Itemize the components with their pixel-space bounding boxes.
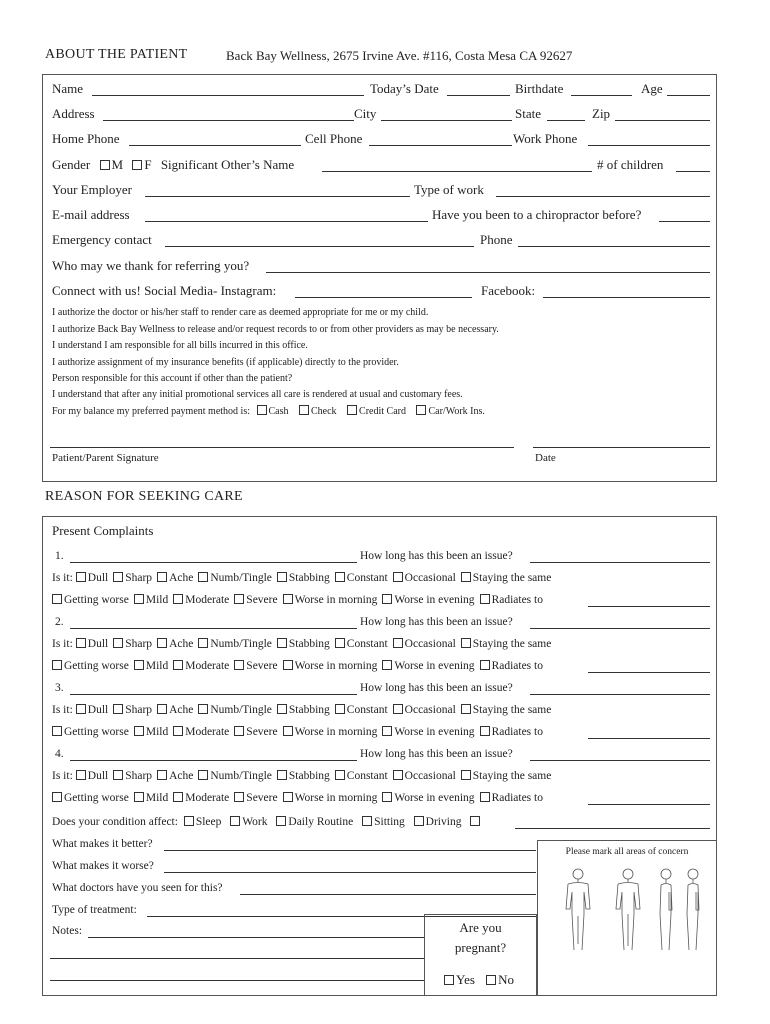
symptom-option: Worse in evening [394,594,475,606]
age-field[interactable] [667,95,710,96]
complaint-number: 1. [55,550,64,562]
symptom-option: Severe [246,792,278,804]
symptom-option: Ache [169,770,194,782]
symptom-checkbox[interactable] [382,660,392,670]
symptom-option: Sharp [125,770,153,782]
gender-m-checkbox[interactable] [100,160,110,170]
payment-option: Check [311,406,337,417]
symptom-option: Getting worse [64,726,129,738]
symptom-option: Stabbing [288,704,330,716]
symptom-checkbox[interactable] [382,792,392,802]
emergency-phone-field[interactable] [518,246,710,247]
symptom-checkbox[interactable] [198,770,208,780]
is-it-label: Is it: [52,638,73,650]
chiro-before-field[interactable] [659,221,710,222]
symptom-option: Occasional [404,704,456,716]
facebook-field[interactable] [543,297,710,298]
affect-option: Sitting [374,816,405,828]
notes-field[interactable] [50,980,424,981]
body-chart-title: Please mark all areas of concern [565,847,689,857]
symptom-option: Constant [346,770,388,782]
symptom-option: Sharp [125,638,153,650]
symptom-option: Staying the same [472,704,552,716]
is-it-label: Is it: [52,704,73,716]
symptom-checkbox[interactable] [335,704,345,714]
label-num-children: # of children [597,157,664,172]
symptom-checkbox[interactable] [461,572,471,582]
section-title-reason-for-care: REASON FOR SEEKING CARE [45,489,243,504]
gender-m-label: M [111,157,124,172]
symptom-checkbox[interactable] [393,770,403,780]
symptom-option: Ache [169,638,194,650]
label-cell-phone: Cell Phone [305,131,363,146]
label-address: Address [52,106,95,121]
symptom-option: Staying the same [472,572,552,584]
label-birthdate: Birthdate [515,81,564,96]
how-long-field[interactable] [530,760,710,761]
complaint-number: 2. [55,616,64,628]
symptom-checkbox[interactable] [52,594,62,604]
symptom-checkbox[interactable] [277,572,287,582]
affect-option: Work [242,816,268,828]
label-state: State [515,106,541,121]
symptom-option: Stabbing [288,572,330,584]
radiates-label: Radiates to [491,726,543,738]
symptom-option: Stabbing [288,770,330,782]
body-front-figure [566,869,590,950]
symptom-checkbox[interactable] [113,770,123,780]
symptom-checkbox[interactable] [277,704,287,714]
affect-other-field[interactable] [515,828,710,829]
payment-option: Cash [268,406,289,417]
symptom-option: Mild [145,594,169,606]
symptom-checkbox[interactable] [52,726,62,736]
is-it-label: Is it: [52,572,73,584]
zip-field[interactable] [615,120,710,121]
how-long-label: How long has this been an issue? [360,550,513,562]
symptom-checkbox[interactable] [382,594,392,604]
symptom-checkbox[interactable] [157,638,167,648]
symptom-checkbox[interactable] [52,792,62,802]
doctors-field[interactable] [240,894,536,895]
notes-field[interactable] [50,958,424,959]
label-gender: Gender [52,157,91,172]
pregnant-question: pregnant? [454,940,507,955]
symptom-option: Mild [145,792,169,804]
section-title-about-patient: ABOUT THE PATIENT [45,47,188,62]
symptom-option: Worse in morning [294,594,378,606]
symptom-option: Getting worse [64,660,129,672]
symptom-checkbox[interactable] [393,638,403,648]
symptom-option: Worse in morning [294,660,378,672]
symptom-option: Occasional [404,572,456,584]
symptom-option: Mild [145,726,169,738]
label-better: What makes it better? [52,838,153,850]
radiates-checkbox[interactable] [480,792,490,802]
worse-field[interactable] [164,872,536,873]
label-signature: Patient/Parent Signature [52,452,159,464]
payment-ins-checkbox[interactable] [416,405,426,415]
gender-f-checkbox[interactable] [132,160,142,170]
symptom-checkbox[interactable] [134,594,144,604]
clinic-info: Back Bay Wellness, 2675 Irvine Ave. #116, Costa Mesa CA 92627 [226,48,573,63]
label-phone: Phone [480,232,513,247]
num-children-field[interactable] [676,171,710,172]
symptom-checkbox[interactable] [283,594,293,604]
label-city: City [354,106,377,121]
how-long-field[interactable] [530,562,710,563]
label-employer: Your Employer [52,182,132,197]
radiates-checkbox[interactable] [480,594,490,604]
symptom-checkbox[interactable] [198,638,208,648]
signature-field[interactable] [50,447,514,448]
symptom-checkbox[interactable] [76,704,86,714]
label-todays-date: Today’s Date [370,81,439,96]
symptom-checkbox[interactable] [335,572,345,582]
symptom-checkbox[interactable] [277,638,287,648]
label-work-phone: Work Phone [513,131,578,146]
symptom-checkbox[interactable] [76,770,86,780]
label-significant-other: Significant Other’s Name [160,157,295,172]
symptom-option: Worse in morning [294,726,378,738]
referral-field[interactable] [266,272,710,273]
label-age: Age [641,81,663,96]
label-email: E-mail address [52,207,130,222]
how-long-field[interactable] [530,694,710,695]
symptom-checkbox[interactable] [76,572,86,582]
email-field[interactable] [145,221,428,222]
symptom-option: Moderate [185,660,230,672]
symptom-option: Getting worse [64,792,129,804]
complaint-number: 4. [55,748,64,760]
symptom-checkbox[interactable] [113,572,123,582]
symptom-checkbox[interactable] [277,770,287,780]
pregnant-no-checkbox[interactable] [486,975,496,985]
symptom-checkbox[interactable] [134,660,144,670]
symptom-checkbox[interactable] [234,792,244,802]
complaint-field[interactable] [70,760,357,761]
symptom-option: Constant [346,638,388,650]
significant-other-field[interactable] [322,171,592,172]
employer-field[interactable] [145,196,410,197]
label-worse: What makes it worse? [52,860,154,872]
label-referral: Who may we thank for referring you? [52,258,250,273]
symptom-option: Mild [145,660,169,672]
symptom-option: Sharp [125,572,153,584]
symptom-option: Staying the same [472,770,552,782]
label-treatment: Type of treatment: [52,904,137,916]
symptom-checkbox[interactable] [461,638,471,648]
symptom-checkbox[interactable] [461,770,471,780]
body-diagram-icon[interactable] [548,864,708,954]
symptom-option: Dull [87,704,109,716]
affect-other-checkbox[interactable] [470,816,480,826]
symptom-checkbox[interactable] [283,792,293,802]
symptom-option: Constant [346,572,388,584]
affect-sitting-checkbox[interactable] [362,816,372,826]
pregnant-yes-label: Yes [456,972,475,987]
label-type-of-work: Type of work [414,182,484,197]
auth-line: I authorize Back Bay Wellness to release and/or request records to or from other providers as may be necessary. [52,324,499,335]
symptom-option: Severe [246,726,278,738]
symptom-checkbox[interactable] [113,704,123,714]
notes-field[interactable] [88,937,424,938]
complaint-field[interactable] [70,628,357,629]
symptom-option: Worse in evening [394,792,475,804]
symptom-option: Stabbing [288,638,330,650]
todays-date-field[interactable] [447,95,510,96]
symptom-checkbox[interactable] [461,704,471,714]
payment-cash-checkbox[interactable] [257,405,267,415]
label-social: Connect with us! Social Media- Instagram: [52,283,277,298]
affect-driving-checkbox[interactable] [414,816,424,826]
symptom-checkbox[interactable] [173,594,183,604]
symptom-option: Sharp [125,704,153,716]
radiates-field[interactable] [588,672,710,673]
symptom-checkbox[interactable] [52,660,62,670]
instagram-field[interactable] [295,297,472,298]
payment-option: Credit Card [359,406,406,417]
symptom-checkbox[interactable] [157,572,167,582]
affect-option: Daily Routine [288,816,354,828]
body-side-figure [660,869,672,950]
better-field[interactable] [164,850,536,851]
symptom-checkbox[interactable] [234,594,244,604]
auth-line: I understand that after any initial promotional services all care is rendered at usual and customary fees. [52,389,463,400]
affect-option: Sleep [195,816,222,828]
symptom-option: Numb/Tingle [210,572,272,584]
label-signature-date: Date [535,452,556,464]
symptom-option: Worse in evening [394,660,475,672]
cell-phone-field[interactable] [369,145,512,146]
symptom-option: Moderate [185,726,230,738]
city-field[interactable] [381,120,512,121]
symptom-option: Getting worse [64,594,129,606]
symptom-checkbox[interactable] [157,770,167,780]
work-phone-field[interactable] [588,145,710,146]
symptom-option: Staying the same [472,638,552,650]
auth-line: I authorize assignment of my insurance benefits (if applicable) directly to the provider. [52,357,399,368]
type-of-work-field[interactable] [496,196,710,197]
radiates-field[interactable] [588,738,710,739]
symptom-checkbox[interactable] [113,638,123,648]
label-doctors: What doctors have you seen for this? [52,882,223,894]
symptom-checkbox[interactable] [382,726,392,736]
patient-info-box [42,74,717,482]
symptom-option: Worse in morning [294,792,378,804]
how-long-label: How long has this been an issue? [360,616,513,628]
body-side-figure [687,869,699,950]
home-phone-field[interactable] [129,145,301,146]
payment-label: For my balance my preferred payment method is: [52,406,250,417]
payment-credit-checkbox[interactable] [347,405,357,415]
radiates-label: Radiates to [491,594,543,606]
symptom-option: Moderate [185,792,230,804]
radiates-label: Radiates to [491,660,543,672]
symptom-option: Occasional [404,638,456,650]
label-emergency: Emergency contact [52,232,152,247]
symptom-option: Ache [169,704,194,716]
pregnant-question: Are you [459,920,502,935]
symptom-option: Numb/Tingle [210,770,272,782]
emergency-field[interactable] [165,246,474,247]
affect-work-checkbox[interactable] [230,816,240,826]
radiates-field[interactable] [588,606,710,607]
complaint-number: 3. [55,682,64,694]
payment-option: Car/Work Ins. [428,406,485,417]
present-complaints-title: Present Complaints [52,523,154,538]
symptom-checkbox[interactable] [173,726,183,736]
state-field[interactable] [547,120,585,121]
symptom-checkbox[interactable] [393,572,403,582]
symptom-checkbox[interactable] [283,726,293,736]
symptom-checkbox[interactable] [234,726,244,736]
symptom-checkbox[interactable] [173,660,183,670]
symptom-checkbox[interactable] [134,726,144,736]
affect-option: Driving [425,816,462,828]
label-name: Name [52,81,84,96]
signature-date-field[interactable] [533,447,710,448]
symptom-option: Occasional [404,770,456,782]
affect-sleep-checkbox[interactable] [184,816,194,826]
symptom-checkbox[interactable] [157,704,167,714]
birthdate-field[interactable] [571,95,632,96]
how-long-field[interactable] [530,628,710,629]
symptom-option: Dull [87,770,109,782]
symptom-checkbox[interactable] [335,638,345,648]
pregnant-no-label: No [498,972,515,987]
how-long-label: How long has this been an issue? [360,682,513,694]
symptom-checkbox[interactable] [198,572,208,582]
radiates-label: Radiates to [491,792,543,804]
label-home-phone: Home Phone [52,131,120,146]
gender-f-label: F [144,157,152,172]
symptom-option: Severe [246,660,278,672]
symptom-checkbox[interactable] [234,660,244,670]
affect-label: Does your condition affect: [52,816,178,828]
symptom-checkbox[interactable] [198,704,208,714]
symptom-option: Dull [87,572,109,584]
name-field[interactable] [92,95,364,96]
symptom-checkbox[interactable] [76,638,86,648]
how-long-label: How long has this been an issue? [360,748,513,760]
label-notes: Notes: [52,925,83,937]
payment-check-checkbox[interactable] [299,405,309,415]
body-back-figure [616,869,640,950]
symptom-option: Worse in evening [394,726,475,738]
symptom-checkbox[interactable] [283,660,293,670]
symptom-option: Constant [346,704,388,716]
auth-line: I authorize the doctor or his/her staff to render care as deemed appropriate for me or my child. [52,307,429,318]
symptom-option: Numb/Tingle [210,638,272,650]
symptom-checkbox[interactable] [134,792,144,802]
label-chiro-before: Have you been to a chiropractor before? [432,207,642,222]
address-field[interactable] [103,120,354,121]
symptom-checkbox[interactable] [393,704,403,714]
symptom-option: Numb/Tingle [210,704,272,716]
symptom-option: Ache [169,572,194,584]
complaint-field[interactable] [70,694,357,695]
radiates-field[interactable] [588,804,710,805]
label-facebook: Facebook: [481,283,536,298]
auth-line: I understand I am responsible for all bills incurred in this office. [52,340,308,351]
radiates-checkbox[interactable] [480,660,490,670]
symptom-option: Moderate [185,594,230,606]
radiates-checkbox[interactable] [480,726,490,736]
auth-line: Person responsible for this account if other than the patient? [52,373,293,384]
symptom-checkbox[interactable] [173,792,183,802]
label-zip: Zip [592,106,611,121]
symptom-checkbox[interactable] [335,770,345,780]
complaint-field[interactable] [70,562,357,563]
symptom-option: Severe [246,594,278,606]
affect-routine-checkbox[interactable] [276,816,286,826]
is-it-label: Is it: [52,770,73,782]
pregnant-yes-checkbox[interactable] [444,975,454,985]
symptom-option: Dull [87,638,109,650]
